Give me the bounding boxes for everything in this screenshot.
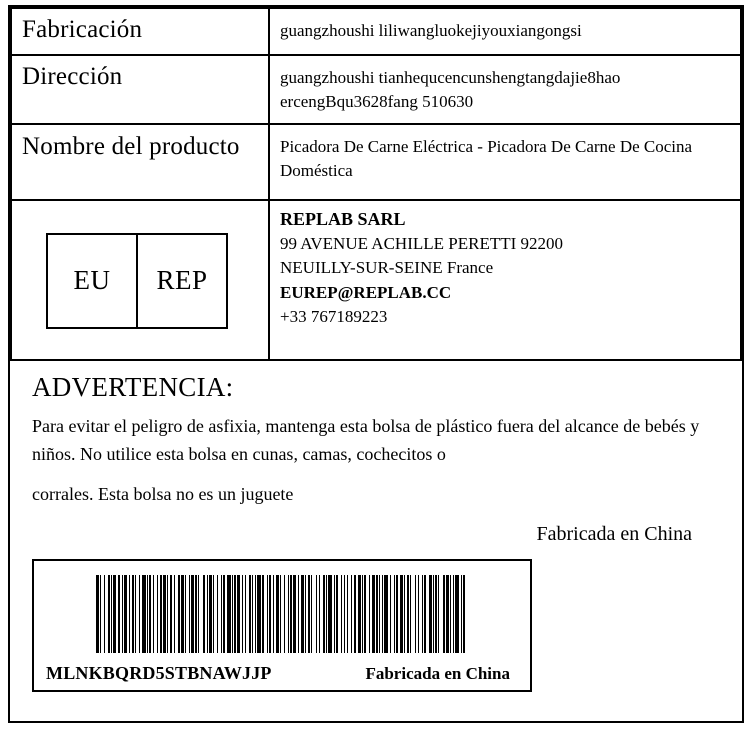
barcode-image [96, 575, 468, 653]
table-row [11, 124, 741, 200]
address-label: Dirección [11, 55, 269, 124]
table-row [11, 8, 741, 55]
barcode-footer [34, 653, 530, 684]
made-in-china-text: Fabricada en China [536, 522, 692, 545]
warning-body [32, 413, 708, 509]
eu-text: EU [73, 265, 111, 296]
barcode-made-in-china: Fabricada en China [365, 663, 510, 683]
manufacturer-value: guangzhoushi liliwangluokejiyouxiangongsi [269, 8, 741, 55]
product-name-label: Nombre del producto [11, 124, 269, 200]
warning-section [10, 352, 742, 546]
eurep-details-cell [269, 200, 741, 360]
eurep-symbol-cell [11, 200, 269, 360]
table-row [11, 200, 741, 360]
warning-body-tail: corrales. Esta bolsa no es un juguete [32, 483, 294, 504]
rep-text: REP [136, 235, 226, 327]
label-outer-frame [8, 5, 744, 723]
eurep-address-line-1: 99 AVENUE ACHILLE PERETTI 92200 [280, 234, 564, 254]
warning-body-main: Para evitar el peligro de asfixia, mantenga esta bolsa de plástico fuera del alcance de bebés y niños. No utilice esta bolsa en cunas, camas, cochecitos o [32, 416, 700, 464]
eurep-company: REPLAB SARL [280, 208, 406, 229]
eurep-phone: +33 767189223 [280, 306, 388, 326]
product-name-value: Picadora De Carne Eléctrica - Picadora De Carne De Cocina Doméstica [269, 124, 741, 200]
barcode-panel [32, 559, 532, 692]
barcode-number: MLNKBQRD5STBNAWJJP [46, 663, 272, 683]
address-value: guangzhoushi tianhequcencunshengtangdajie8hao ercengBqu3628fang 510630 [269, 55, 741, 124]
eurep-email: EUREP@REPLAB.CC [280, 282, 452, 302]
eurep-address-line-2: NEUILLY-SUR-SEINE France [280, 258, 494, 278]
product-info-table [10, 7, 742, 361]
table-row [11, 55, 741, 124]
warning-title: ADVERTENCIA: [32, 372, 234, 402]
manufacturer-label: Fabricación [11, 8, 269, 55]
eu-rep-symbol [46, 233, 228, 329]
